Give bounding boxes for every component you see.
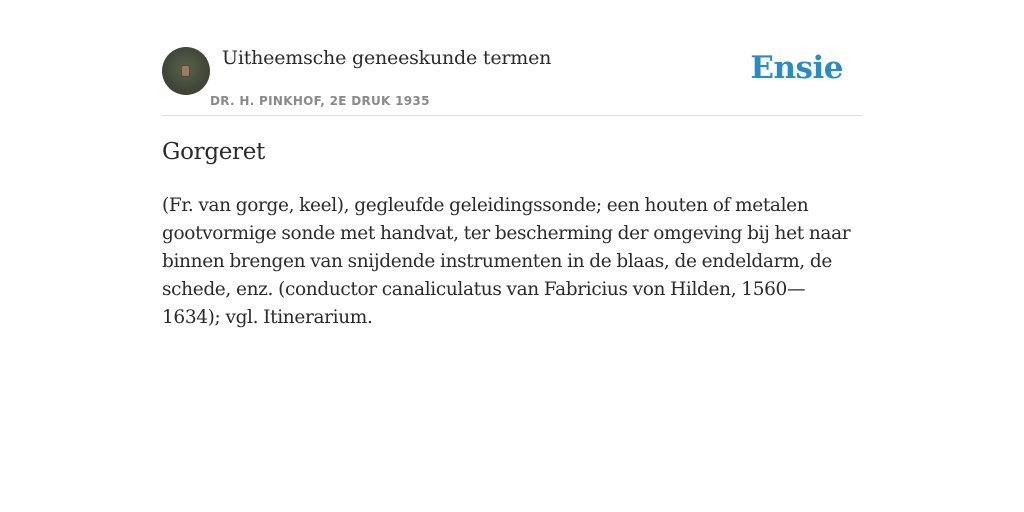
book-cover-icon[interactable] xyxy=(162,47,210,95)
entry-body: (Fr. van gorge, keel), gegleufde geleidingssonde; een houten of metalen gootvormige sonde met handvat, ter bescherming der omgeving bij het naar binnen brengen van snijdende instrumenten in de blaas, de endeldarm, de schede, enz. (conductor canaliculatus van Fabricius von Hilden, 1560—1634); vgl. Itinerarium. xyxy=(162,195,851,328)
book-title[interactable]: Uitheemsche geneeskunde termen xyxy=(222,47,552,69)
book-subtitle: DR. H. PINKHOF, 2E DRUK 1935 xyxy=(210,94,430,108)
book-cover-label xyxy=(182,66,189,76)
header-divider xyxy=(162,115,862,116)
entry-title: Gorgeret xyxy=(162,139,265,165)
brand-logo[interactable]: Ensie xyxy=(750,50,843,86)
page-header xyxy=(162,46,862,116)
